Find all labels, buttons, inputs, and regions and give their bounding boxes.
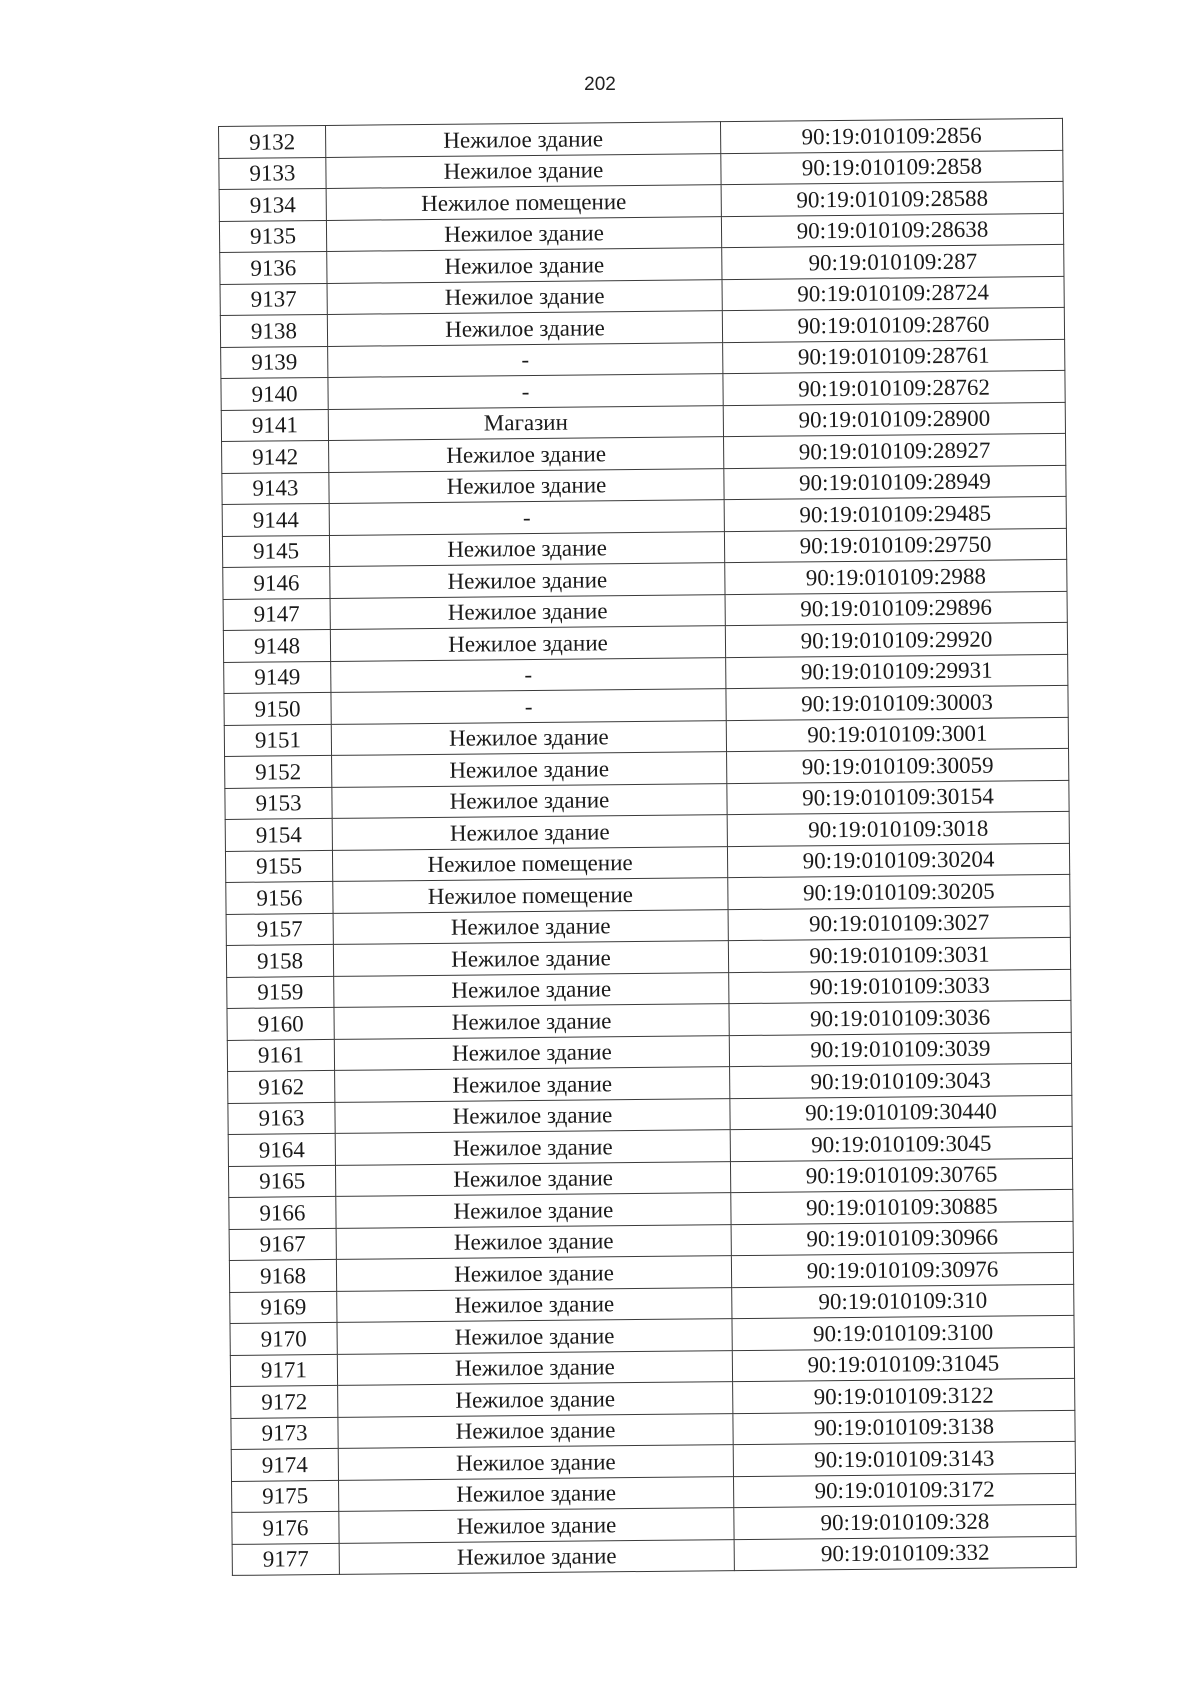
row-number: 9135 <box>219 220 326 253</box>
row-number: 9142 <box>222 440 329 473</box>
object-name: Нежилое здание <box>330 594 725 629</box>
row-number: 9173 <box>231 1417 338 1450</box>
cadastral-number: 90:19:010109:310 <box>732 1284 1074 1319</box>
cadastral-number: 90:19:010109:3039 <box>729 1032 1071 1067</box>
row-number: 9156 <box>226 881 333 914</box>
cadastral-number: 90:19:010109:3036 <box>729 1000 1071 1035</box>
cadastral-number: 90:19:010109:3001 <box>726 717 1068 752</box>
row-number: 9167 <box>229 1228 336 1261</box>
cadastral-number: 90:19:010109:29920 <box>725 622 1067 657</box>
row-number: 9172 <box>231 1385 338 1418</box>
object-name: Нежилое здание <box>332 783 727 818</box>
row-number: 9163 <box>228 1102 335 1135</box>
cadastral-number: 90:19:010109:28760 <box>722 307 1064 342</box>
page-number: 202 <box>584 74 616 95</box>
cadastral-number: 90:19:010109:28761 <box>723 339 1065 374</box>
object-name: Нежилое здание <box>327 279 722 314</box>
object-name: Нежилое здание <box>336 1193 731 1228</box>
row-number: 9146 <box>223 566 330 599</box>
cadastral-number: 90:19:010109:3100 <box>732 1315 1074 1350</box>
table-body <box>219 118 1077 1575</box>
row-number: 9143 <box>222 472 329 505</box>
cadastral-number: 90:19:010109:328 <box>734 1504 1076 1539</box>
object-name: Нежилое здание <box>336 1256 731 1291</box>
object-name: Нежилое здание <box>330 626 725 661</box>
cadastral-number: 90:19:010109:28949 <box>724 465 1066 500</box>
cadastral-number: 90:19:010109:30059 <box>727 748 1069 783</box>
row-number: 9166 <box>229 1196 336 1229</box>
row-number: 9165 <box>228 1165 335 1198</box>
cadastral-number: 90:19:010109:30885 <box>731 1189 1073 1224</box>
object-name: Нежилое помещение <box>333 878 728 913</box>
object-name: Нежилое здание <box>337 1287 732 1322</box>
object-name: Нежилое здание <box>337 1319 732 1354</box>
cadastral-number: 90:19:010109:28762 <box>723 370 1065 405</box>
object-name: Нежилое здание <box>337 1350 732 1385</box>
object-name: Нежилое здание <box>329 437 724 472</box>
row-number: 9139 <box>221 346 328 379</box>
cadastral-number: 90:19:010109:3045 <box>730 1126 1072 1161</box>
row-number: 9161 <box>227 1039 334 1072</box>
object-name: Нежилое здание <box>338 1382 733 1417</box>
object-name: Нежилое здание <box>333 909 728 944</box>
object-name: Нежилое здание <box>339 1476 734 1511</box>
object-name: Нежилое здание <box>330 563 725 598</box>
object-name: Нежилое здание <box>333 941 728 976</box>
row-number: 9149 <box>224 661 331 694</box>
registry-table <box>218 118 1077 1576</box>
cadastral-number: 90:19:010109:3172 <box>733 1473 1075 1508</box>
row-number: 9134 <box>219 188 326 221</box>
object-name: Нежилое здание <box>326 216 721 251</box>
row-number: 9148 <box>223 629 330 662</box>
row-number: 9144 <box>222 503 329 536</box>
row-number: 9177 <box>232 1543 339 1576</box>
row-number: 9158 <box>226 944 333 977</box>
row-number: 9164 <box>228 1133 335 1166</box>
object-name: Нежилое здание <box>329 531 724 566</box>
object-name: Нежилое здание <box>339 1508 734 1543</box>
cadastral-number: 90:19:010109:28900 <box>723 402 1065 437</box>
row-number: 9136 <box>220 251 327 284</box>
object-name: Нежилое здание <box>336 1224 731 1259</box>
row-number: 9140 <box>221 377 328 410</box>
cadastral-number: 90:19:010109:29896 <box>725 591 1067 626</box>
object-name: Нежилое здание <box>335 1098 730 1133</box>
row-number: 9157 <box>226 913 333 946</box>
object-name: - <box>331 657 726 692</box>
cadastral-number: 90:19:010109:2858 <box>721 150 1063 185</box>
row-number: 9159 <box>227 976 334 1009</box>
cadastral-number: 90:19:010109:28927 <box>724 433 1066 468</box>
cadastral-number: 90:19:010109:287 <box>722 244 1064 279</box>
cadastral-number: 90:19:010109:3143 <box>733 1441 1075 1476</box>
object-name: - <box>328 374 723 409</box>
object-name: Нежилое здание <box>338 1445 733 1480</box>
object-name: Магазин <box>328 405 723 440</box>
object-name: Нежилое здание <box>338 1413 733 1448</box>
row-number: 9169 <box>230 1291 337 1324</box>
object-name: Нежилое здание <box>331 720 726 755</box>
object-name: Нежилое здание <box>332 815 727 850</box>
row-number: 9160 <box>227 1007 334 1040</box>
row-number: 9153 <box>225 787 332 820</box>
object-name: Нежилое здание <box>326 153 721 188</box>
row-number: 9151 <box>224 724 331 757</box>
cadastral-number: 90:19:010109:30154 <box>727 780 1069 815</box>
object-name: Нежилое здание <box>339 1539 734 1574</box>
row-number: 9162 <box>228 1070 335 1103</box>
row-number: 9170 <box>230 1322 337 1355</box>
cadastral-number: 90:19:010109:3138 <box>733 1410 1075 1445</box>
row-number: 9145 <box>222 535 329 568</box>
row-number: 9132 <box>219 125 326 158</box>
object-name: Нежилое здание <box>334 1035 729 1070</box>
cadastral-number: 90:19:010109:29931 <box>726 654 1068 689</box>
object-name: Нежилое здание <box>325 122 720 157</box>
object-name: Нежилое здание <box>334 1004 729 1039</box>
cadastral-number: 90:19:010109:31045 <box>732 1347 1074 1382</box>
row-number: 9138 <box>220 314 327 347</box>
row-number: 9174 <box>231 1448 338 1481</box>
cadastral-number: 90:19:010109:30205 <box>728 874 1070 909</box>
cadastral-number: 90:19:010109:30003 <box>726 685 1068 720</box>
row-number: 9175 <box>232 1480 339 1513</box>
row-number: 9141 <box>221 409 328 442</box>
row-number: 9168 <box>229 1259 336 1292</box>
object-name: Нежилое здание <box>332 752 727 787</box>
object-name: - <box>331 689 726 724</box>
cadastral-number: 90:19:010109:28638 <box>721 213 1063 248</box>
object-name: Нежилое здание <box>335 1161 730 1196</box>
object-name: Нежилое здание <box>327 248 722 283</box>
row-number: 9176 <box>232 1511 339 1544</box>
cadastral-number: 90:19:010109:29750 <box>724 528 1066 563</box>
row-number: 9137 <box>220 283 327 316</box>
row-number: 9155 <box>225 850 332 883</box>
object-name: Нежилое помещение <box>326 185 721 220</box>
cadastral-number: 90:19:010109:30440 <box>730 1095 1072 1130</box>
row-number: 9152 <box>225 755 332 788</box>
cadastral-number: 90:19:010109:3122 <box>733 1378 1075 1413</box>
object-name: Нежилое здание <box>327 311 722 346</box>
row-number: 9154 <box>225 818 332 851</box>
cadastral-number: 90:19:010109:28588 <box>721 181 1063 216</box>
cadastral-number: 90:19:010109:28724 <box>722 276 1064 311</box>
cadastral-number: 90:19:010109:30976 <box>731 1252 1073 1287</box>
object-name: - <box>328 342 723 377</box>
cadastral-number: 90:19:010109:2988 <box>725 559 1067 594</box>
cadastral-number: 90:19:010109:3018 <box>727 811 1069 846</box>
cadastral-number: 90:19:010109:3027 <box>728 906 1070 941</box>
cadastral-number: 90:19:010109:332 <box>734 1536 1076 1571</box>
cadastral-number: 90:19:010109:30966 <box>731 1221 1073 1256</box>
row-number: 9147 <box>223 598 330 631</box>
row-number: 9133 <box>219 157 326 190</box>
object-name: Нежилое помещение <box>332 846 727 881</box>
object-name: Нежилое здание <box>334 972 729 1007</box>
table-row <box>232 1536 1076 1576</box>
cadastral-number: 90:19:010109:2856 <box>720 118 1062 153</box>
object-name: - <box>329 500 724 535</box>
row-number: 9150 <box>224 692 331 725</box>
cadastral-number: 90:19:010109:3043 <box>730 1063 1072 1098</box>
object-name: Нежилое здание <box>335 1067 730 1102</box>
cadastral-number: 90:19:010109:3031 <box>728 937 1070 972</box>
cadastral-number: 90:19:010109:29485 <box>724 496 1066 531</box>
cadastral-number: 90:19:010109:30765 <box>730 1158 1072 1193</box>
row-number: 9171 <box>230 1354 337 1387</box>
object-name: Нежилое здание <box>329 468 724 503</box>
cadastral-number: 90:19:010109:30204 <box>727 843 1069 878</box>
object-name: Нежилое здание <box>335 1130 730 1165</box>
cadastral-number: 90:19:010109:3033 <box>729 969 1071 1004</box>
